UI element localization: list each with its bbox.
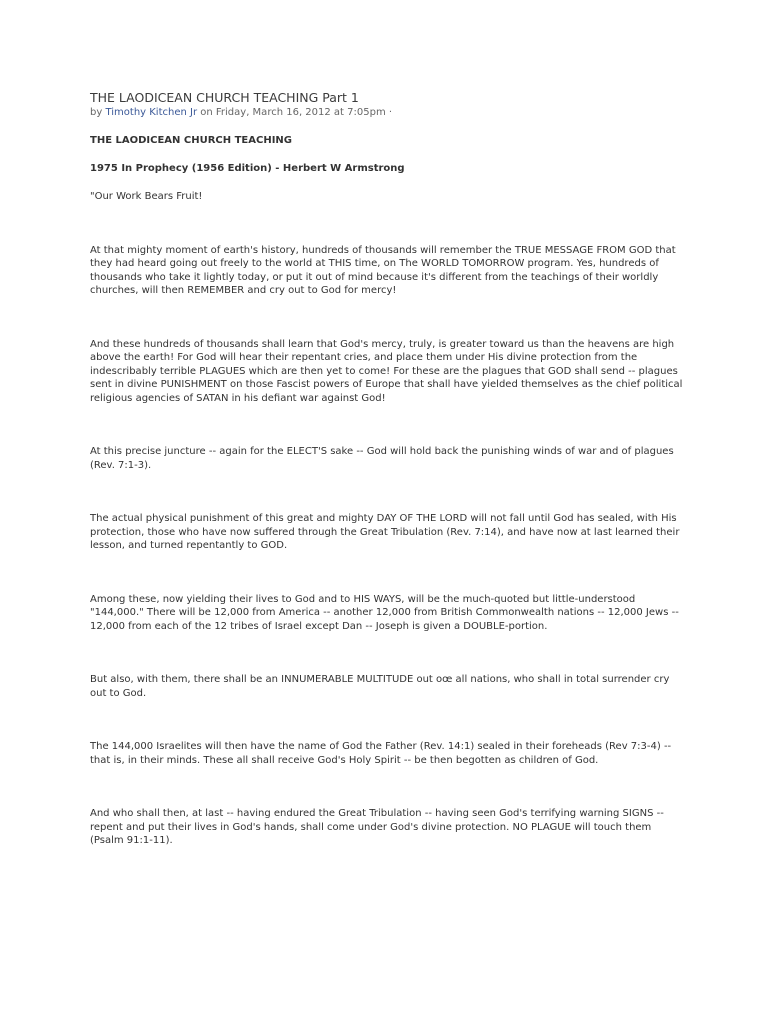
byline bbox=[90, 106, 686, 120]
paragraph-8: The 144,000 Israelites will then have the name of God the Father (Rev. 14:1) sealed in their foreheads (Rev 7:3-4) -- that is, in their minds. These all shall receive God's Holy Spirit -- be then begotten as children of God. bbox=[90, 741, 672, 766]
note-document bbox=[90, 90, 686, 848]
byline-date: on Friday, March 16, 2012 at 7:05pm · bbox=[197, 107, 393, 118]
book-heading: 1975 In Prophecy (1956 Edition) - Herbert W Armstrong bbox=[90, 163, 405, 174]
paragraph-2: At that mighty moment of earth's history, hundreds of thousands will remember the TRUE MESSAGE FROM GOD that they had heard going out freely to the world at THIS time, on The WORLD TOMORROW program. Yes, hundreds of thousands who take it lightly today, or put it out of mind because it's different from the teachings of their worldly churches, will then REMEMBER and cry out to God for mercy! bbox=[90, 244, 676, 296]
author-link[interactable]: Timothy Kitchen Jr bbox=[105, 107, 198, 118]
section-heading: THE LAODICEAN CHURCH TEACHING bbox=[90, 135, 293, 146]
paragraph-5: The actual physical punishment of this great and mighty DAY OF THE LORD will not fall until God has sealed, with His protection, those who have now suffered through the Great Tribulation (Rev. 7:14), and have now at last learned their lesson, and turned repentantly to GOD. bbox=[90, 513, 680, 551]
paragraph-6: Among these, now yielding their lives to God and to HIS WAYS, will be the much-quoted but little-understood "144,000." There will be 12,000 from America -- another 12,000 from British Commonwealth nations -- 12,000 Jews -- 12,000 from each of the 12 tribes of Israel except Dan -- Joseph is given a DOUBLE-portion. bbox=[90, 593, 679, 632]
byline-prefix: by bbox=[90, 107, 106, 118]
paragraph-4: At this precise juncture -- again for the ELECT'S sake -- God will hold back the punishing winds of war and of plagues (Rev. 7:1-3). bbox=[90, 446, 674, 471]
paragraph-9: And who shall then, at last -- having endured the Great Tribulation -- having seen God's terrifying warning SIGNS -- repent and put their lives in God's hands, shall come under God's divine protection. NO PLAGUE will touch them (Psalm 91:1-11). bbox=[90, 808, 664, 846]
paragraph-1: "Our Work Bears Fruit! bbox=[90, 191, 203, 202]
note-title: THE LAODICEAN CHURCH TEACHING Part 1 bbox=[90, 90, 359, 105]
paragraph-7: But also, with them, there shall be an INNUMERABLE MULTITUDE out oœ all nations, who shall in total surrender cry out to God. bbox=[90, 674, 670, 699]
paragraph-3: And these hundreds of thousands shall learn that God's mercy, truly, is greater toward us than the heavens are high above the earth! For God will hear their repentant cries, and place them under His divine protection from the indescribably terrible PLAGUES which are then yet to come! For these are the plagues that GOD shall send -- plagues sent in divine PUNISHMENT on those Fascist powers of Europe that shall have yielded themselves as the chief political religious agencies of SATAN in his defiant war against God! bbox=[90, 338, 683, 404]
